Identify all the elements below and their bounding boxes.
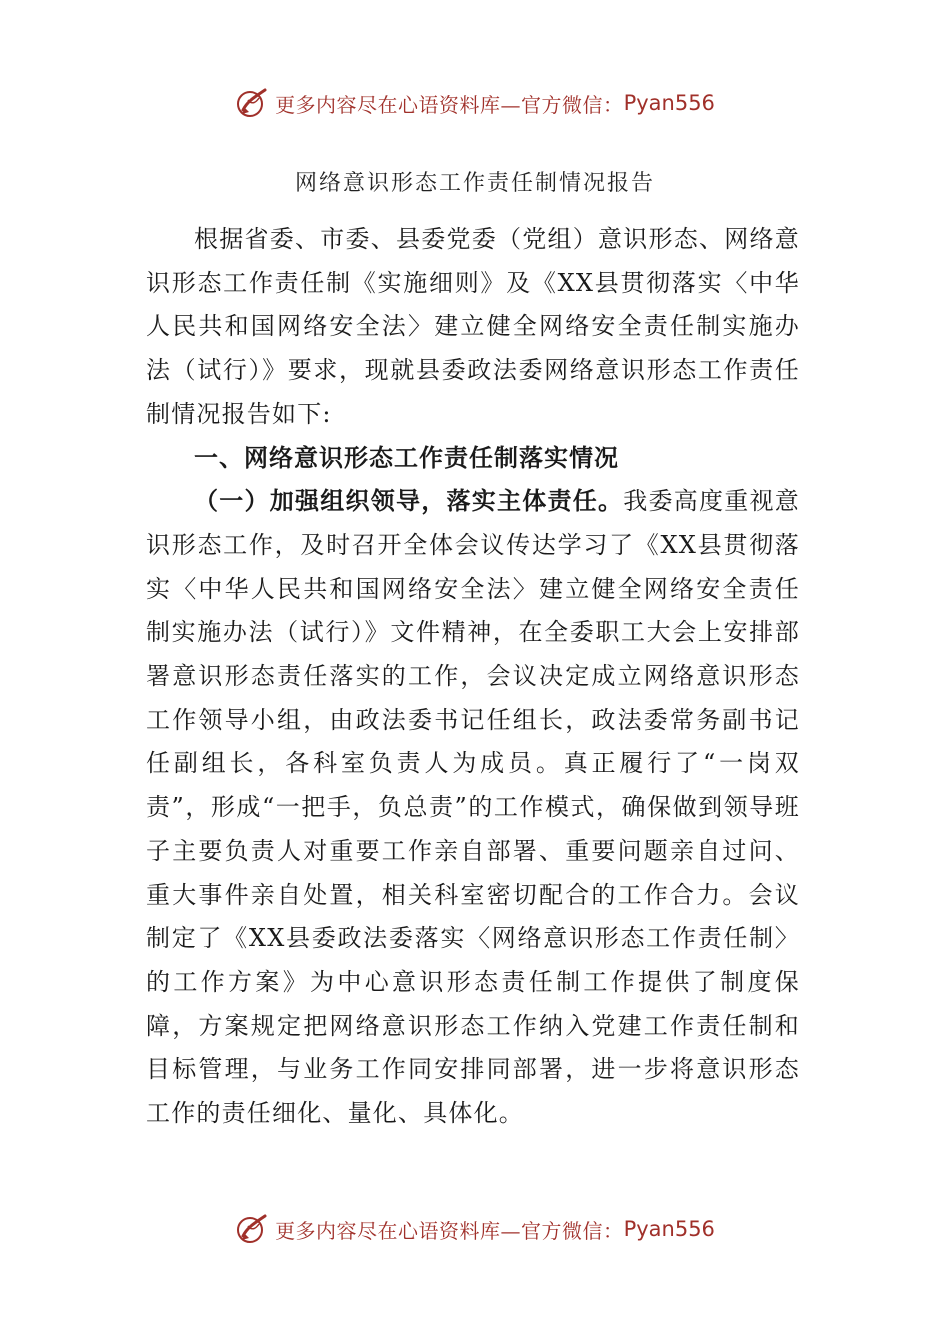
document-title: 网络意识形态工作责任制情况报告 — [294, 171, 655, 196]
banner-text: 更多内容尽在心语资料库—官方微信： — [275, 1218, 624, 1243]
wechat-id: Pyan556 — [623, 91, 715, 115]
banner-text: 更多内容尽在心语资料库—官方微信： — [275, 92, 624, 117]
section-heading: 一、网络意识形态工作责任制落实情况 — [194, 443, 619, 472]
pen-logo-icon — [235, 86, 269, 120]
intro-paragraph: 根据省委、市委、县委党委（党组）意识形态、网络意识形态工作责任制《实施细则》及《XX县贯彻落实〈中华人民共和国网络安全法〉建立健全网络安全责任制实施办法（试行）》要求，现就县委政法委网络意识形态工作责任制情况报告如下: — [146, 225, 800, 428]
footer-banner — [0, 1204, 950, 1254]
subsection-body: 我委高度重视意识形态工作，及时召开全体会议传达学习了《XX县贯彻落实〈中华人民共和国网络安全法〉建立健全网络安全责任制实施办法（试行）》文件精神，在全委职工大会上安排部署意识形态责任落实的工作，会议决定成立网络意识形态工作领导小组，由政法委书记任组长，政法委常务副书记任副组长，各科室负责人为成员。真正履行了“一岗双责”，形成“一把手，负总责”的工作模式，确保做到领导班子主要负责人对重要工作亲自部署、重要问题亲自过问、重大事件亲自处置，相关科室密切配合的工作合力。会议制定了《XX县委政法委落实〈网络意识形态工作责任制〉的工作方案》为中心意识形态责任制工作提供了制度保障，方案规定把网络意识形态工作纳入党建工作责任制和目标管理，与业务工作同安排同部署，进一步将意识形态工作的责任细化、量化、具体化。 — [146, 487, 800, 1128]
wechat-id: Pyan556 — [623, 1217, 715, 1241]
subsection-lead: （一）加强组织领导，落实主体责任。 — [194, 487, 624, 516]
document-body — [146, 218, 800, 1136]
subsection-paragraph — [146, 480, 800, 1136]
pen-logo-icon — [235, 1212, 269, 1246]
header-banner — [0, 78, 950, 128]
